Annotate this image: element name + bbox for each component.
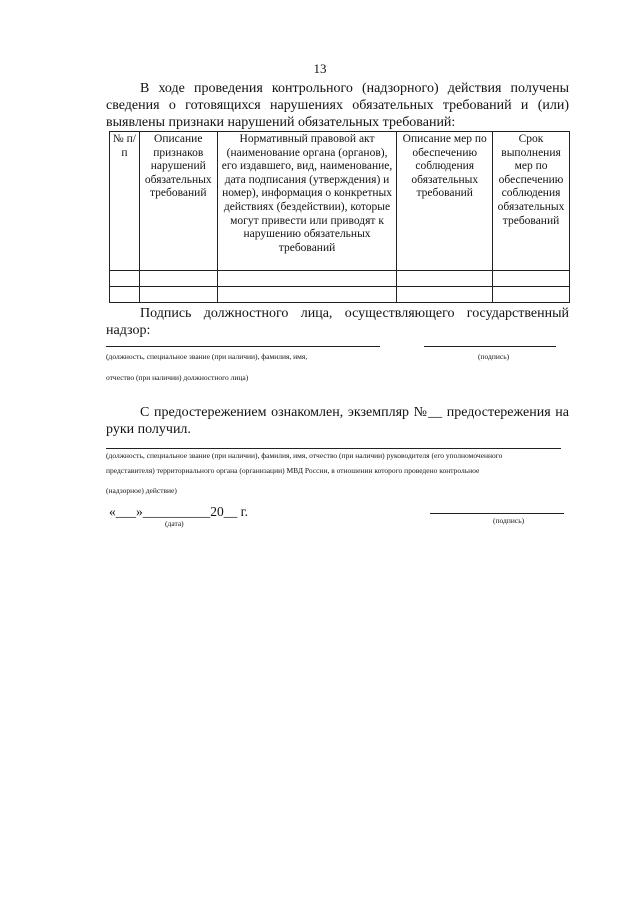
table-header-row [110,132,570,271]
table-cell[interactable] [397,271,493,287]
official-signature-caption: (подпись) [478,352,510,361]
header-number: № п/п [110,132,140,271]
table-cell[interactable] [397,287,493,303]
table-row [110,271,570,287]
intro-paragraph: В ходе проведения контрольного (надзорного) действия получены сведения о готовящихся нарушениях обязательных требований и (или) выявлены признаки нарушений обязательных требований: [106,81,569,130]
table-cell[interactable] [110,287,140,303]
recipient-caption-line2: представителя) территориального органа (организации) МВД России, в отношении которого проведено контрольное [106,466,480,475]
official-name-caption-continued: отчество (при наличии) должностного лица) [106,373,249,382]
acknowledgement-text: С предостережением ознакомлен, экземпляр №__ предостережения на руки получил. [106,405,569,437]
table-cell[interactable] [110,271,140,287]
date-field[interactable]: «___»__________20__ г. [109,504,249,519]
table-row [110,287,570,303]
recipient-signature-line[interactable] [430,513,564,514]
table-cell[interactable] [493,287,570,303]
recipient-name-line[interactable] [106,448,561,449]
recipient-caption-line3: (надзорное) действие) [106,486,177,495]
official-signature-text: Подпись должностного лица, осуществляющего государственный надзор: [106,306,569,338]
recipient-signature-caption: (подпись) [493,516,525,525]
table-cell[interactable] [217,271,397,287]
table-cell[interactable] [493,271,570,287]
header-measures: Описание мер по обеспечению соблюдения обязательных требований [397,132,493,271]
header-deadline: Срок выполнения мер по обеспечению соблюдения обязательных требований [493,132,570,271]
table-cell[interactable] [139,271,217,287]
recipient-caption-line1: (должность, специальное звание (при наличии), фамилия, имя, отчество (при наличии) руководителя (его уполномоченного [106,451,503,460]
header-violation-description: Описание признаков нарушений обязательных требований [139,132,217,271]
header-legal-act: Нормативный правовой акт (наименование органа (органов), его издавшего, вид, наименование, дата подписания (утверждения) и номер), информация о конкретных действиях (бездействии), которые могут привести или приводят к нарушению обязательных требований [217,132,397,271]
date-caption: (дата) [165,519,184,528]
official-name-caption: (должность, специальное звание (при наличии), фамилия, имя, [106,352,308,361]
page-number: 13 [313,61,327,76]
official-signature-line[interactable] [424,346,556,347]
table-cell[interactable] [139,287,217,303]
official-name-line[interactable] [106,346,380,347]
table-cell[interactable] [217,287,397,303]
requirements-table [109,131,570,303]
